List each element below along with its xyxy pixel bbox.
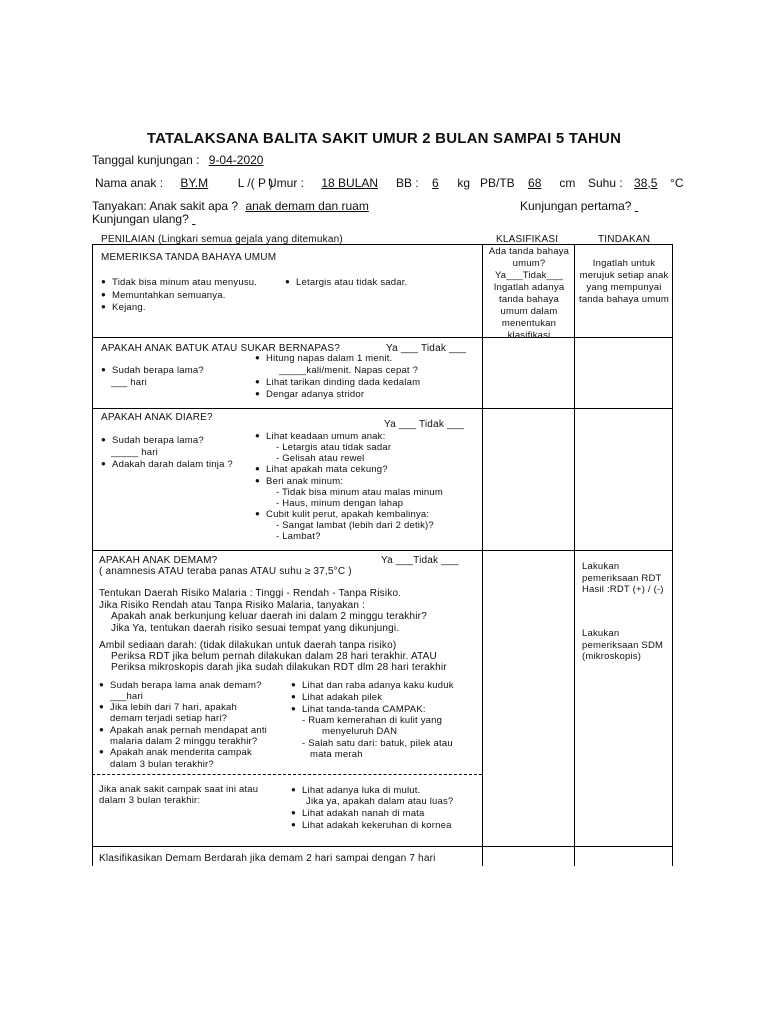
sec5-right-item: ● Lihat adakah kekeruhan di kornea	[291, 820, 452, 831]
sec5-right-item: ● Lihat adanya luka di mulut.	[291, 785, 420, 796]
sec4-heading: APAKAH ANAK DEMAM?	[99, 555, 218, 566]
dashed-divider	[92, 774, 482, 775]
height-unit: cm	[559, 176, 576, 190]
sec3-yes-no[interactable]: Ya ___ Tidak ___	[384, 419, 465, 430]
sec4-action: pemeriksaan RDT	[582, 573, 662, 584]
sec3-right-sub: - Lambat?	[276, 531, 321, 542]
height-field	[480, 176, 575, 190]
sec4-left-item: ● Apakah anak menderita campak	[99, 747, 252, 758]
col-penilaian: PENILAIAN (Lingkari semua gejala yang ditemukan)	[101, 234, 343, 245]
sec4-right-item: ● Lihat tanda-tanda CAMPAK:	[291, 704, 426, 715]
complaint-row	[92, 199, 530, 213]
weight-unit: kg	[457, 176, 471, 190]
sec4-left-item: ● Apakah anak pernah mendapat anti	[99, 725, 267, 736]
sec5-right-sub: Jika ya, apakah dalam atau luas?	[306, 796, 454, 807]
sec4-line: Jika Risiko Rendah atau Tanpa Risiko Malaria, tanyakan :	[99, 600, 366, 611]
col-tindakan: TINDAKAN	[598, 234, 651, 245]
first-visit-blank[interactable]	[635, 199, 653, 213]
visit-date-value[interactable]: 9-04-2020	[208, 153, 264, 167]
sec4-right-item: ● Lihat dan raba adanya kaku kuduk	[291, 680, 454, 691]
sec4-yes-no[interactable]: Ya ___Tidak ___	[381, 555, 459, 566]
sec3-right-sub: - Gelisah atau rewel	[276, 453, 365, 464]
sec2-yes-no[interactable]: Ya ___ Tidak ___	[386, 343, 467, 354]
follow-up-blank[interactable]	[192, 212, 210, 226]
temperature-unit: °C	[670, 176, 684, 190]
visit-date-label: Tanggal kunjungan :	[92, 153, 200, 167]
sec4-right-sub: menyeluruh DAN	[322, 726, 398, 737]
sec4-left-sub: demam terjadi setiap hari?	[110, 713, 228, 724]
height-label: PB/TB	[480, 176, 515, 190]
temperature-field	[588, 176, 684, 190]
weight-value[interactable]: 6	[432, 176, 439, 190]
sec3-right-item: ● Lihat keadaan umum anak:	[255, 431, 385, 442]
sec4-left-sub: ___hari	[110, 691, 144, 702]
child-name-row	[95, 176, 273, 190]
sec3-right-sub: - Tidak bisa minum atau malas minum	[276, 487, 443, 498]
temperature-label: Suhu :	[588, 176, 623, 190]
sec3-left-item: ● Adakah darah dalam tinja ?	[101, 459, 233, 470]
sec4-left-sub: malaria dalam 2 minggu terakhir?	[110, 736, 258, 747]
sec4-action: Lakukan	[582, 561, 620, 572]
sec5-left: dalam 3 bulan terakhir:	[99, 795, 201, 806]
sec3-right-item: ● Cubit kulit perut, apakah kembalinya:	[255, 509, 429, 520]
sec3-heading: APAKAH ANAK DIARE?	[101, 412, 213, 423]
sec4-left-item: ● Sudah berapa lama anak demam?	[99, 680, 262, 691]
sec1-item: ● Memuntahkan semuanya.	[101, 290, 226, 301]
sec3-days: _____ hari	[111, 447, 158, 458]
sec3-right-sub: - Haus, minum dengan lahap	[276, 498, 404, 509]
sec4-right-sub: - Ruam kemerahan di kulit yang	[302, 715, 443, 726]
sec4-line: Ambil sediaan darah: (tidak dilakukan untuk daerah tanpa risiko)	[99, 640, 397, 651]
sec4-line: Jika Ya, tentukan daerah risiko sesuai tempat yang dikunjungi.	[111, 623, 400, 634]
sec2-right-item: ● Hitung napas dalam 1 menit.	[255, 353, 392, 364]
age-field	[268, 176, 396, 190]
first-visit-field	[520, 199, 653, 213]
sec4-action: pemeriksaan SDM	[582, 640, 664, 651]
sec2-right-item: ● Lihat tarikan dinding dada kedalam	[255, 377, 420, 388]
complaint-label: Tanyakan: Anak sakit apa ?	[92, 199, 239, 213]
sec4-action: Lakukan	[582, 628, 620, 639]
row-divider	[92, 550, 673, 551]
weight-field	[396, 176, 470, 190]
row-divider	[92, 408, 673, 409]
sec5-right-item: ● Lihat adakah nanah di mata	[291, 808, 425, 819]
sec4-right-sub: mata merah	[310, 749, 363, 760]
sec4-line: Periksa RDT jika belum pernah dilakukan dalam 28 hari terakhir. ATAU	[111, 651, 437, 662]
sec3-right-sub: - Letargis atau tidak sadar	[276, 442, 392, 453]
row-divider	[92, 846, 673, 847]
sec1-item: ● Tidak bisa minum atau menyusu.	[101, 277, 257, 288]
sec6-heading: Klasifikasikan Demam Berdarah jika demam 2 hari sampai dengan 7 hari	[99, 853, 436, 864]
sec2-days: ___ hari	[111, 377, 147, 388]
sec3-right-item: ● Beri anak minum:	[255, 476, 343, 487]
complaint-value[interactable]: anak demam dan ruam	[245, 199, 369, 213]
sec1-item: ● Letargis atau tidak sadar.	[285, 277, 407, 288]
age-label: Umur :	[268, 176, 304, 190]
sec3-right-item: ● Lihat apakah mata cekung?	[255, 464, 388, 475]
follow-up-label: Kunjungan ulang?	[92, 212, 189, 226]
sec2-left-item: ● Sudah berapa lama?	[101, 365, 204, 376]
sec3-left-item: ● Sudah berapa lama?	[101, 435, 204, 446]
sec4-line: Apakah anak berkunjung keluar daerah ini dalam 2 minggu terakhir?	[111, 611, 427, 622]
height-value[interactable]: 68	[528, 176, 542, 190]
child-name-label: Nama anak :	[95, 176, 164, 190]
temperature-value[interactable]: 38,5	[634, 176, 658, 190]
visit-date-row	[92, 153, 347, 167]
form-title: TATALAKSANA BALITA SAKIT UMUR 2 BULAN SAMPAI 5 TAHUN	[146, 130, 622, 147]
age-value[interactable]: 18 BULAN	[321, 176, 379, 190]
sec1-klasifikasi: Ada tanda bahaya umum? Ya___Tidak___ Ingatlah adanya tanda bahaya umum dalam menentukan klasifikasi	[488, 246, 570, 341]
sec1-heading: MEMERIKSA TANDA BAHAYA UMUM	[101, 252, 277, 263]
sec1-tindakan: Ingatlah untuk merujuk setiap anak yang mempunyai tanda bahaya umum	[578, 258, 669, 305]
sec4-action: (mikroskopis)	[582, 651, 642, 662]
follow-up-field	[92, 212, 210, 226]
col-klasifikasi: KLASIFIKASI	[496, 234, 559, 245]
sec2-right-item: ● Dengar adanya stridor	[255, 389, 364, 400]
sec4-subheading: ( anamnesis ATAU teraba panas ATAU suhu ≥ 37,5°C )	[99, 566, 352, 577]
sec4-line: Tentukan Daerah Risiko Malaria : Tinggi - Rendah - Tanpa Risiko.	[99, 588, 402, 599]
weight-label: BB :	[396, 176, 419, 190]
sec4-right-item: ● Lihat adakah pilek	[291, 692, 382, 703]
first-visit-label: Kunjungan pertama?	[520, 199, 632, 213]
child-name-value[interactable]: BY.M	[180, 176, 209, 190]
sec1-item: ● Kejang.	[101, 302, 146, 313]
sec4-right-sub: - Salah satu dari: batuk, pilek atau	[302, 738, 453, 749]
sec4-line: Periksa mikroskopis darah jika sudah dilakukan RDT dlm 28 hari terakhir	[111, 662, 447, 673]
sec4-left-sub: dalam 3 bulan terakhir?	[110, 759, 214, 770]
sec2-heading: APAKAH ANAK BATUK ATAU SUKAR BERNAPAS?	[101, 343, 340, 354]
sex-field[interactable]: L /( P )	[237, 176, 274, 190]
sec4-left-item: ● Jika lebih dari 7 hari, apakah	[99, 702, 237, 713]
sec2-right-item: _____kali/menit. Napas cepat ?	[279, 365, 419, 376]
sec4-rdt-result[interactable]: Hasil :RDT (+) / (-)	[582, 584, 664, 595]
row-divider	[92, 337, 673, 338]
sec3-right-sub: - Sangat lambat (lebih dari 2 detik)?	[276, 520, 434, 531]
sec5-left: Jika anak sakit campak saat ini atau	[99, 784, 259, 795]
